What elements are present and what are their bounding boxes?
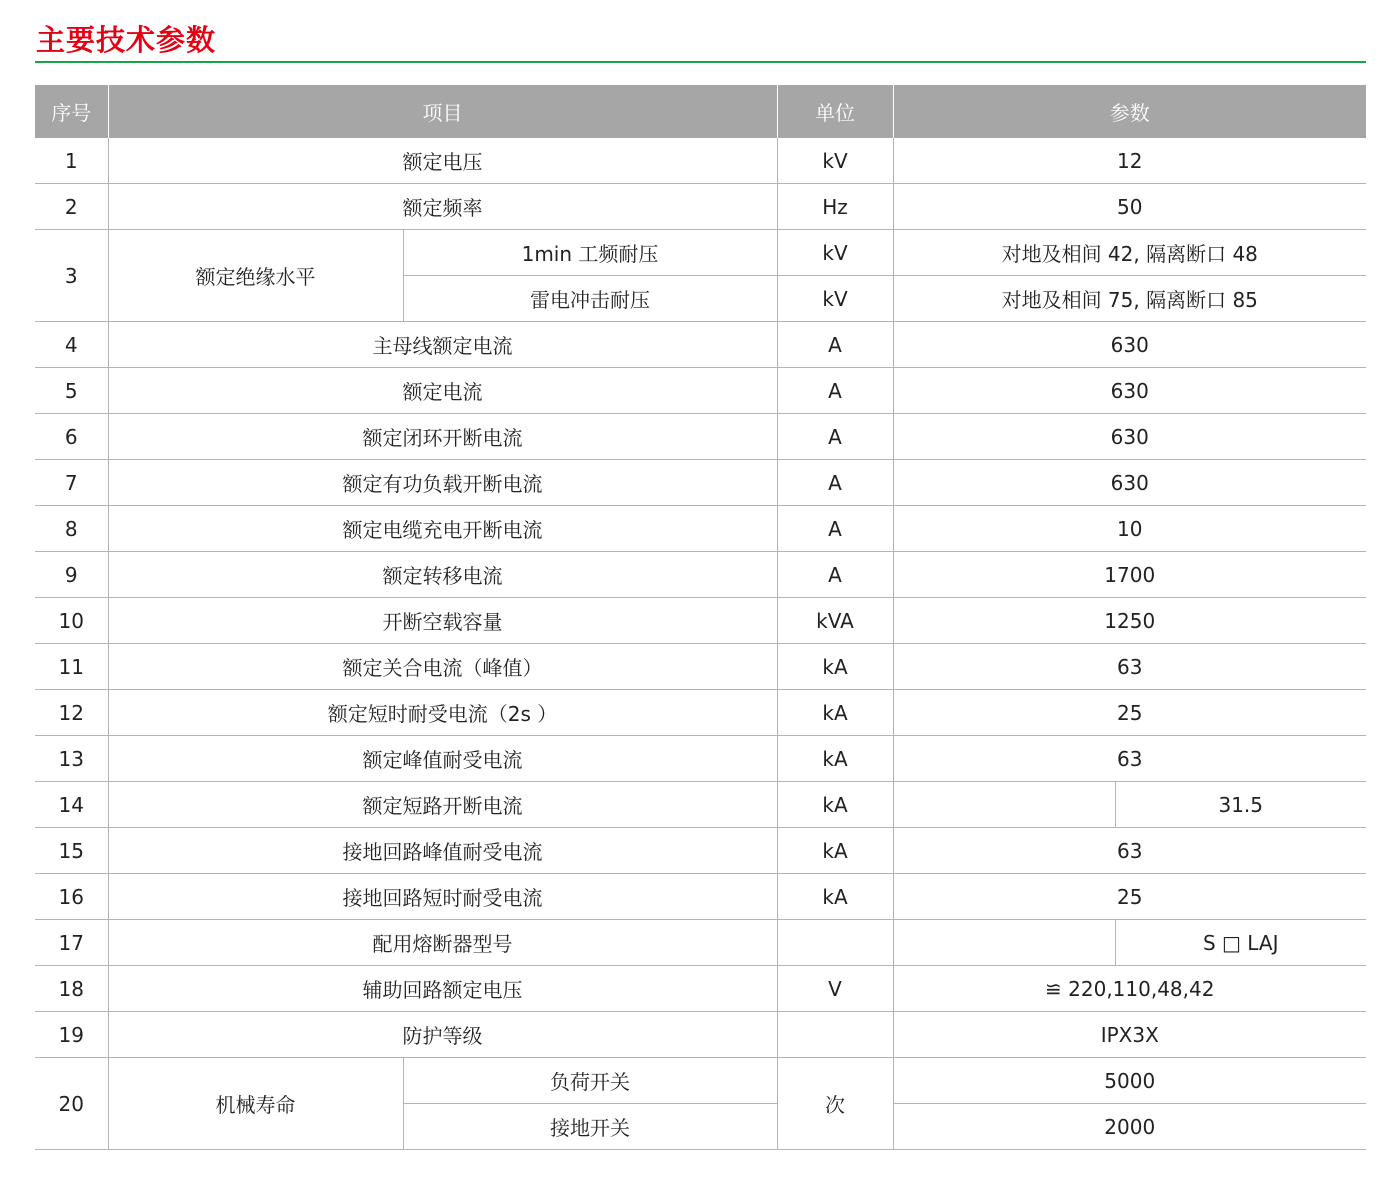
row-unit <box>777 920 893 966</box>
table-row <box>35 598 1366 644</box>
row-unit: A <box>777 322 893 368</box>
row-unit: A <box>777 552 893 598</box>
table-row <box>35 782 1366 828</box>
row-unit: kA <box>777 828 893 874</box>
row-item: 额定短时耐受电流（2s ） <box>108 690 777 736</box>
row-item: 额定有功负载开断电流 <box>108 460 777 506</box>
row-param: 对地及相间 42, 隔离断口 48 <box>893 230 1366 276</box>
title-underline <box>35 61 1366 63</box>
row-item: 额定短路开断电流 <box>108 782 777 828</box>
row-unit: A <box>777 460 893 506</box>
row-item: 主母线额定电流 <box>108 322 777 368</box>
row-item: 额定闭环开断电流 <box>108 414 777 460</box>
table-row <box>35 920 1366 966</box>
header-param: 参数 <box>893 85 1366 138</box>
row-param: 630 <box>893 460 1366 506</box>
row-param: 630 <box>893 368 1366 414</box>
row-unit <box>777 1012 893 1058</box>
table-row <box>35 552 1366 598</box>
row-unit: kA <box>777 690 893 736</box>
row-param: 50 <box>893 184 1366 230</box>
row-param: 63 <box>893 828 1366 874</box>
row-item: 额定电压 <box>108 138 777 184</box>
row-param-right: S □ LAJ <box>1115 920 1366 966</box>
row-unit: A <box>777 414 893 460</box>
row-index: 6 <box>35 414 108 460</box>
row-subitem: 接地开关 <box>403 1104 777 1150</box>
row-param: IPX3X <box>893 1012 1366 1058</box>
table-row <box>35 414 1366 460</box>
row-unit: V <box>777 966 893 1012</box>
row-index: 2 <box>35 184 108 230</box>
table-header-row <box>35 85 1366 138</box>
row-unit: kA <box>777 736 893 782</box>
table-row <box>35 230 1366 276</box>
row-index: 14 <box>35 782 108 828</box>
table-row <box>35 368 1366 414</box>
row-group: 机械寿命 <box>108 1058 403 1150</box>
row-index: 7 <box>35 460 108 506</box>
row-item: 接地回路峰值耐受电流 <box>108 828 777 874</box>
table-row <box>35 736 1366 782</box>
row-item: 配用熔断器型号 <box>108 920 777 966</box>
row-unit: Hz <box>777 184 893 230</box>
row-item: 辅助回路额定电压 <box>108 966 777 1012</box>
row-index: 13 <box>35 736 108 782</box>
row-param: 2000 <box>893 1104 1366 1150</box>
row-param: 63 <box>893 736 1366 782</box>
row-item: 接地回路短时耐受电流 <box>108 874 777 920</box>
row-item: 额定转移电流 <box>108 552 777 598</box>
row-subitem: 雷电冲击耐压 <box>403 276 777 322</box>
row-item: 防护等级 <box>108 1012 777 1058</box>
row-group: 额定绝缘水平 <box>108 230 403 322</box>
row-index: 17 <box>35 920 108 966</box>
row-param: 对地及相间 75, 隔离断口 85 <box>893 276 1366 322</box>
row-index: 3 <box>35 230 108 322</box>
row-unit: kA <box>777 644 893 690</box>
table-row <box>35 322 1366 368</box>
row-unit: kVA <box>777 598 893 644</box>
row-unit: 次 <box>777 1058 893 1150</box>
row-param: 630 <box>893 322 1366 368</box>
header-index: 序号 <box>35 85 108 138</box>
table-row <box>35 966 1366 1012</box>
row-unit: kA <box>777 782 893 828</box>
row-index: 18 <box>35 966 108 1012</box>
row-param: 10 <box>893 506 1366 552</box>
row-index: 4 <box>35 322 108 368</box>
row-item: 额定关合电流（峰值） <box>108 644 777 690</box>
row-subitem: 负荷开关 <box>403 1058 777 1104</box>
header-unit: 单位 <box>777 85 893 138</box>
table-row <box>35 460 1366 506</box>
row-index: 9 <box>35 552 108 598</box>
row-item: 额定频率 <box>108 184 777 230</box>
table-row <box>35 644 1366 690</box>
row-param: 25 <box>893 874 1366 920</box>
row-unit: kV <box>777 138 893 184</box>
row-param: 25 <box>893 690 1366 736</box>
row-param: 1250 <box>893 598 1366 644</box>
row-item: 开断空载容量 <box>108 598 777 644</box>
row-index: 20 <box>35 1058 108 1150</box>
row-index: 15 <box>35 828 108 874</box>
row-param-left <box>893 920 1115 966</box>
row-index: 11 <box>35 644 108 690</box>
row-item: 额定电缆充电开断电流 <box>108 506 777 552</box>
table-row <box>35 874 1366 920</box>
table-row <box>35 138 1366 184</box>
table-row <box>35 1058 1366 1104</box>
row-index: 10 <box>35 598 108 644</box>
header-item: 项目 <box>108 85 777 138</box>
row-param: 1700 <box>893 552 1366 598</box>
row-unit: kA <box>777 874 893 920</box>
row-param: 63 <box>893 644 1366 690</box>
row-item: 额定电流 <box>108 368 777 414</box>
table-row <box>35 1012 1366 1058</box>
row-index: 8 <box>35 506 108 552</box>
row-index: 19 <box>35 1012 108 1058</box>
table-row <box>35 506 1366 552</box>
row-unit: A <box>777 506 893 552</box>
row-index: 5 <box>35 368 108 414</box>
row-index: 16 <box>35 874 108 920</box>
table-row <box>35 184 1366 230</box>
row-param: ≌ 220,110,48,42 <box>893 966 1366 1012</box>
section-title: 主要技术参数 <box>36 23 217 57</box>
row-index: 1 <box>35 138 108 184</box>
row-param-right: 31.5 <box>1115 782 1366 828</box>
row-subitem: 1min 工频耐压 <box>403 230 777 276</box>
row-param-left <box>893 782 1115 828</box>
row-param: 5000 <box>893 1058 1366 1104</box>
row-param: 12 <box>893 138 1366 184</box>
row-index: 12 <box>35 690 108 736</box>
row-item: 额定峰值耐受电流 <box>108 736 777 782</box>
spec-table <box>35 85 1366 1150</box>
row-unit: kV <box>777 230 893 276</box>
row-unit: kV <box>777 276 893 322</box>
table-row <box>35 828 1366 874</box>
row-unit: A <box>777 368 893 414</box>
row-param: 630 <box>893 414 1366 460</box>
table-row <box>35 690 1366 736</box>
